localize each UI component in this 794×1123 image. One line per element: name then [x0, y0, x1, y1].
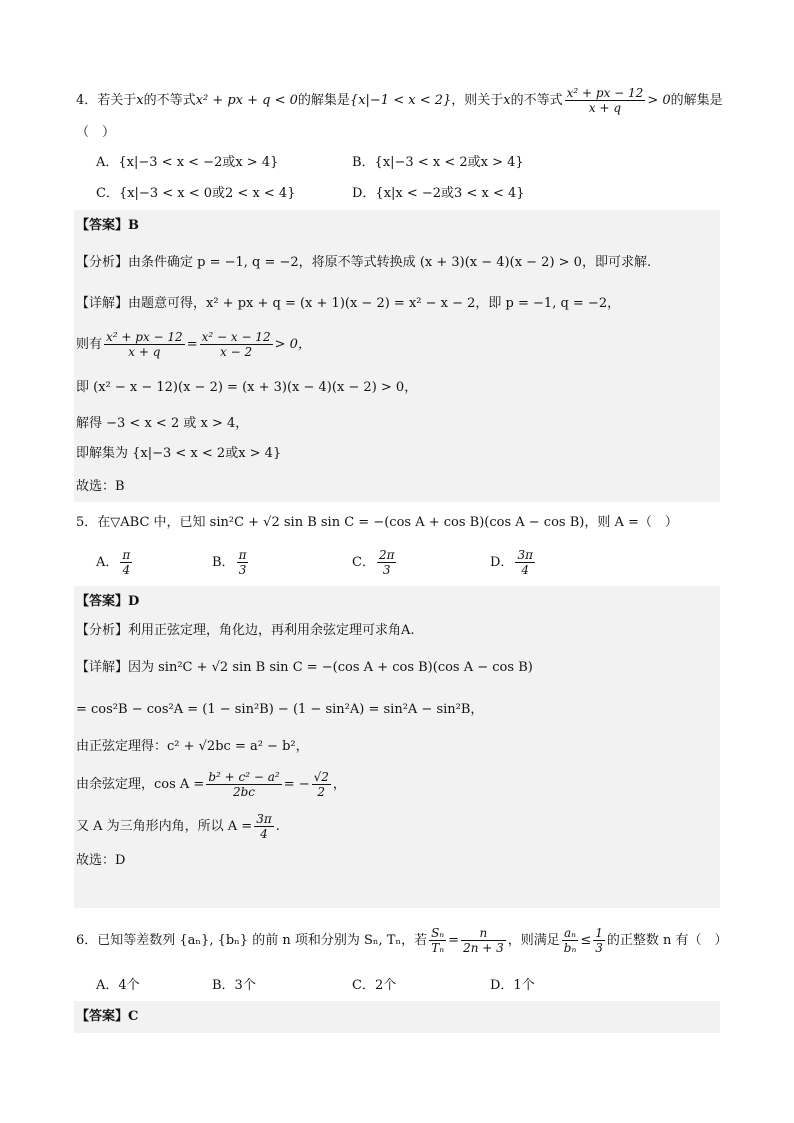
- q6-option-a: A．4个: [96, 978, 140, 993]
- q4-var: x: [503, 93, 511, 108]
- q4-solution-set: {x|−1 < x < 2}: [349, 93, 452, 108]
- q4-paren: （ ）: [76, 125, 116, 140]
- q5-detail-2: = cos²B − cos²A = (1 − sin²B) − (1 − sin²A) = sin²A − sin²B，: [76, 702, 484, 717]
- q5-detail-1: 【详解】因为 sin²C + √2 sin B sin C = −(cos A + cos B)(cos A − cos B): [76, 660, 533, 675]
- q6-answer: 【答案】C: [76, 1009, 139, 1024]
- q6-option-d: D．1个: [490, 978, 535, 993]
- q4-detail-4: 解得 −3 < x < 2 或 x > 4，: [76, 416, 249, 431]
- q4-stem-text: 的解集是: [297, 93, 350, 108]
- q4-detail-3: 即 (x² − x − 12)(x − 2) = (x + 3)(x − 4)(x − 2) > 0，: [76, 380, 418, 395]
- q5-answer: 【答案】D: [76, 594, 140, 609]
- q4-analysis: 【分析】由条件确定 p = −1, q = −2，将原不等式转换成 (x + 3)(x − 4)(x − 2) > 0，即可求解.: [76, 255, 652, 270]
- q4-detail-6: 故选：B: [76, 479, 125, 494]
- q5-analysis: 【分析】利用正弦定理，角化边，再利用余弦定理可求角A.: [76, 623, 415, 638]
- q4-stem: [76, 86, 726, 115]
- q4-stem-text: 4．若关于: [76, 93, 137, 108]
- q4-stem-text: 的不等式: [510, 93, 563, 108]
- q5-detail-5: 又 A 为三角形内角，所以 A = $\frac{3\pi}{4}$ .: [76, 812, 280, 841]
- q4-detail-5: 即解集为 {x|−3 < x < 2或x > 4}: [76, 446, 282, 461]
- q5-option-b: B． $\frac{\pi}{3}$: [212, 548, 247, 577]
- q6-option-b: B．3个: [212, 978, 256, 993]
- q4-inequality: x² + px + q < 0: [195, 93, 298, 108]
- q4-option-d: D．{x|x < −2或3 < x < 4}: [352, 186, 525, 201]
- q5-detail-3: 由正弦定理得：c² + √2bc = a² − b²，: [76, 739, 309, 754]
- q5-option-c: C． $\frac{2\pi}{3}$: [352, 548, 395, 577]
- q4-option-c: C．{x|−3 < x < 0或2 < x < 4}: [96, 186, 296, 201]
- q4-var: x: [136, 93, 144, 108]
- q4-answer: 【答案】B: [76, 218, 139, 233]
- q4-stem-text: ，则关于: [451, 93, 504, 108]
- q5-stem: 5．在▽ABC 中，已知 sin²C + √2 sin B sin C = −(cos A + cos B)(cos A − cos B)，则 A =（ ）: [76, 515, 678, 530]
- q4-fraction: $\frac{\text{x² + px − 12}}{x + q}$: [566, 86, 644, 115]
- q4-stem-text: 的不等式: [143, 93, 196, 108]
- q4-detail-1: 【详解】由题意可得，x² + px + q = (x + 1)(x − 2) = x² − x − 2，即 p = −1, q = −2，: [76, 296, 621, 311]
- q4-gt-zero: > 0: [647, 93, 671, 108]
- q5-option-d: D． $\frac{3\pi}{4}$: [490, 548, 533, 577]
- q5-option-a: A． $\frac{\pi}{4}$: [96, 548, 131, 577]
- q4-stem-text: 的解集是: [670, 93, 723, 108]
- q6-solution-box: [74, 1001, 720, 1033]
- q4-option-a: A．{x|−3 < x < −2或x > 4}: [96, 155, 279, 170]
- q6-stem: 6．已知等差数列 {aₙ}, {bₙ} 的前 n 项和分别为 Sₙ, Tₙ，若 $\frac{\text{Sₙ}}{\text{Tₙ}}$ = $\frac{n}{2n + 3}$ ，则满足 $\frac{\text{aₙ}}{\text{bₙ}}$ ≤ $\frac{1}{3}$ 的正整数 n 有（ ）: [76, 926, 728, 955]
- q5-detail-6: 故选：D: [76, 853, 126, 868]
- q5-detail-4: 由余弦定理，cos A = $\frac{\text{b² + c² − a²}}{2bc}$ = − $\frac{√2}{2}$ ，: [76, 770, 346, 799]
- q6-option-c: C．2个: [352, 978, 397, 993]
- q4-detail-2: 则有 $\frac{\text{x² + px − 12}}{x + q}$ = $\frac{\text{x² − x − 12}}{x - 2}$ > 0，: [76, 330, 311, 359]
- q4-option-b: B．{x|−3 < x < 2或x > 4}: [352, 155, 524, 170]
